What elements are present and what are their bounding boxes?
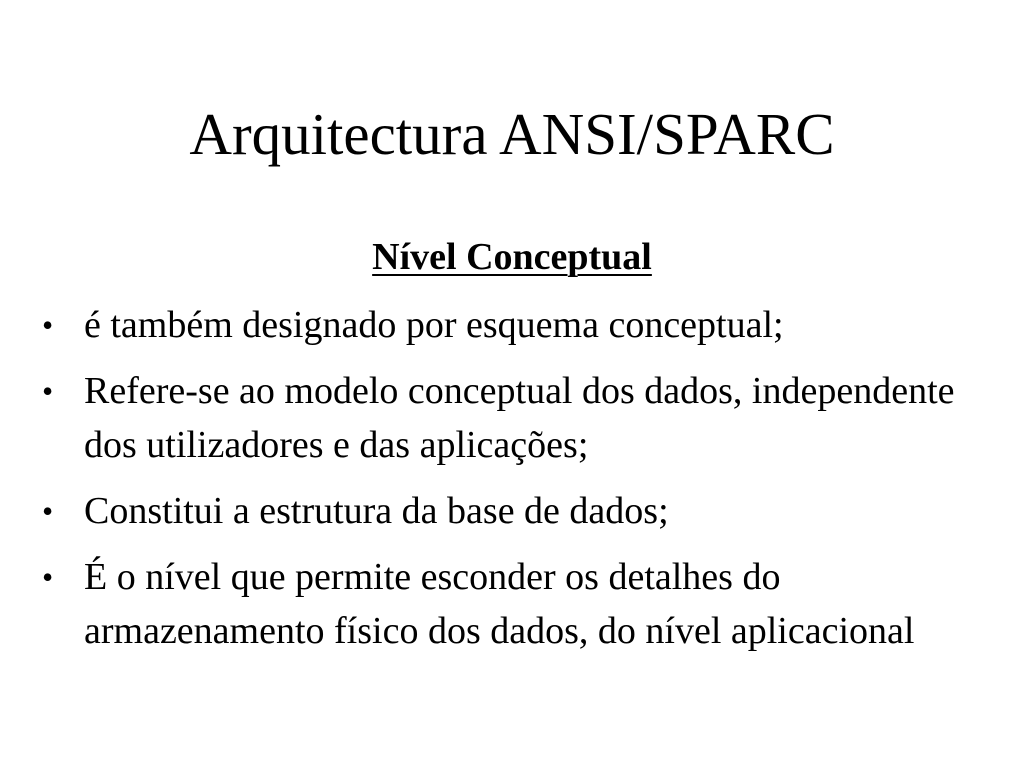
bullet-item <box>40 298 1000 352</box>
bullet-list <box>40 298 1000 670</box>
bullet-text: Refere-se ao modelo conceptual dos dados, independente dos utilizadores e das aplicações; <box>84 370 955 466</box>
bullet-text: é também designado por esquema conceptual; <box>84 304 784 346</box>
slide-subtitle: Nível Conceptual <box>372 236 652 278</box>
bullet-text: Constitui a estrutura da base de dados; <box>84 490 669 532</box>
bullet-icon: • <box>42 493 54 529</box>
bullet-icon: • <box>42 307 54 343</box>
bullet-item <box>40 550 1000 658</box>
bullet-item <box>40 364 1000 472</box>
slide-title: Arquitectura ANSI/SPARC <box>189 101 835 167</box>
bullet-icon: • <box>42 373 54 409</box>
bullet-text: É o nível que permite esconder os detalhes do armazenamento físico dos dados, do nível aplicacional <box>84 556 915 652</box>
bullet-icon: • <box>42 559 54 595</box>
bullet-item <box>40 484 1000 538</box>
